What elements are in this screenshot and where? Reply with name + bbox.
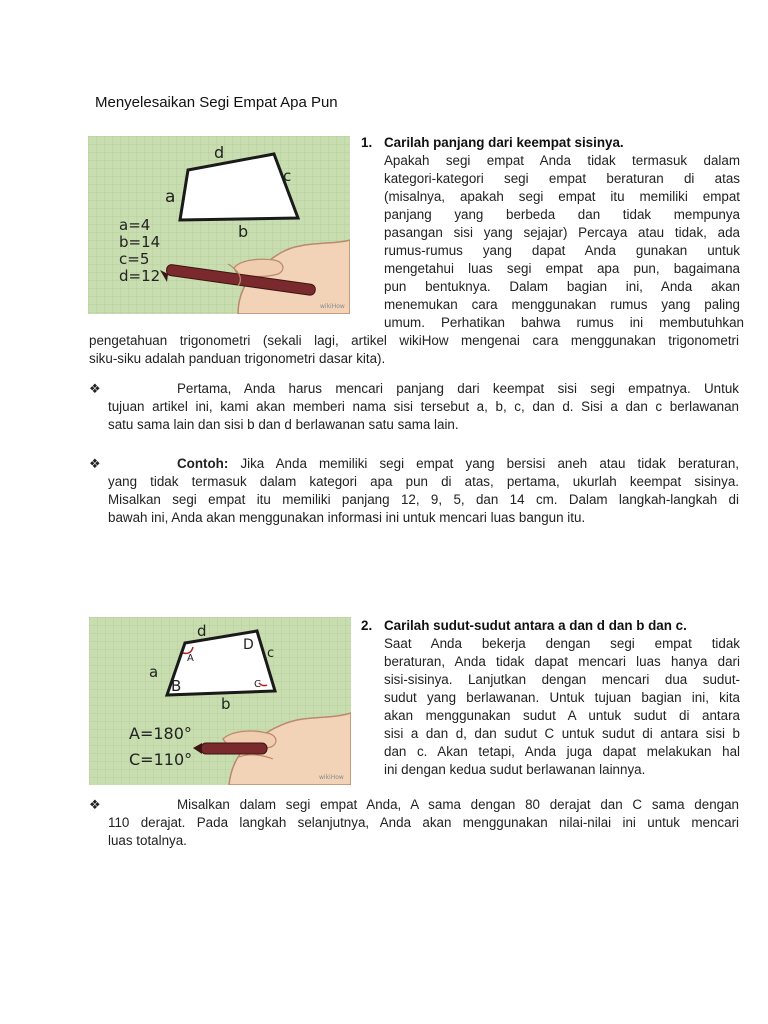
value-angle-a: A=180° [129, 724, 192, 743]
side-label-b: b [221, 695, 231, 713]
text-line: kategori-kategori segi empat beraturan di atas [384, 171, 740, 186]
bullet-paragraph-3 [89, 796, 739, 850]
side-label-a: a [165, 187, 176, 207]
text-line: dan c. Akan tetapi, Anda juga dapat melakukan hal [384, 744, 740, 759]
text-line: pasangan sisi yang sejajar) Percaya atau tidak, ada [384, 225, 740, 240]
text-line: luas totalnya. [108, 833, 187, 848]
value-d: d=12 [119, 267, 161, 285]
text-line: siku-siku adalah panduan trigonometri dasar kita). [89, 351, 386, 366]
text-line: tujuan artikel ini, kami akan memberi nama sisi tersebut a, b, c, dan d. Sisi a dan c berlawanan [108, 399, 739, 414]
text-line: sudut yang berlawanan. Untuk tujuan bagian ini, kita [384, 690, 740, 705]
text-line: panjang yang berbeda dan tidak mempunya [384, 207, 740, 222]
step-2-body [384, 635, 740, 779]
value-angle-c: C=110° [129, 750, 193, 769]
figure-step-1 [88, 136, 350, 314]
text-line: rumus-rumus yang dapat Anda gunakan untuk [384, 243, 740, 258]
text-line: sisi a dan d, dan sudut C untuk sudut di antara sisi b [384, 726, 740, 741]
text-line: ini dengan kedua sudut berlawanan lainnya. [384, 762, 646, 777]
text-line: bawah ini, Anda akan menggunakan informasi ini untuk mencari luas bangun itu. [108, 510, 586, 525]
step-1-heading-text: Carilah panjang dari keempat sisinya. [384, 135, 624, 150]
text-line: Misalkan segi empat itu memiliki panjang 12, 9, 5, dan 14 cm. Dalam langkah-langkah di [108, 492, 739, 507]
page-title: Menyelesaikan Segi Empat Apa Pun [95, 94, 338, 111]
value-a: a=4 [119, 216, 151, 234]
text-line: beraturan, Anda tidak dapat mencari luas hanya dari [384, 654, 740, 669]
bullet-paragraph-1 [89, 380, 739, 434]
step-2-number: 2. [361, 618, 373, 633]
text-line: umum. Perhatikan bahwa rumus ini membutuhkan [384, 315, 744, 330]
step-1-body-continued [89, 332, 739, 368]
diamond-bullet-icon: ❖ [89, 381, 101, 396]
side-label-d: d [197, 622, 207, 640]
side-label-b: b [238, 222, 249, 241]
angle-label-d: D [243, 637, 254, 653]
watermark: wikiHow [320, 303, 345, 310]
text-line: 110 derajat. Pada langkah selanjutnya, Anda akan menggunakan nilai-nilai ini untuk mencari [108, 815, 739, 830]
bullet-paragraph-2 [89, 455, 739, 527]
diamond-bullet-icon: ❖ [89, 797, 101, 812]
step-1-number: 1. [361, 135, 373, 150]
step-1-body [384, 152, 744, 332]
text-line: Jika Anda memiliki segi empat yang bersisi aneh atau tidak beraturan, [240, 456, 739, 471]
step-1-heading [361, 134, 624, 152]
text-line: pengetahuan trigonometri (sekali lagi, artikel wikiHow mengenai cara menggunakan trigonometri [89, 333, 739, 348]
figure-step-2 [89, 617, 351, 785]
text-line: menemukan cara menggunakan rumus yang paling [384, 297, 740, 312]
text-line: Apakah segi empat Anda tidak termasuk dalam [384, 153, 740, 168]
text-line: Saat Anda bekerja dengan segi empat tidak [384, 636, 740, 651]
text-line: satu sama lain dan sisi b dan d berlawanan satu sama lain. [108, 417, 459, 432]
text-line: mengetahui luas segi empat apa pun, bagaimana [384, 261, 740, 276]
side-label-a: a [149, 663, 159, 681]
watermark: wikiHow [319, 774, 344, 781]
angle-label-c: C [254, 679, 261, 690]
text-line: sisi-sisinya. Lanjutkan dengan mencari dua sudut- [384, 672, 740, 687]
side-label-c: c [283, 167, 292, 185]
example-lead: Contoh: [177, 456, 229, 471]
angle-label-b: B [171, 677, 182, 695]
step-2-heading [361, 617, 687, 635]
text-line: yang tidak termasuk dalam kategori apa pun di atas, pertama, ukurlah keempat sisinya. [108, 474, 739, 489]
text-line: Misalkan dalam segi empat Anda, A sama dengan 80 derajat dan C sama dengan [177, 797, 739, 812]
text-line: pun bentuknya. Dalam bagian ini, Anda akan [384, 279, 740, 294]
value-c: c=5 [119, 250, 150, 268]
angle-label-a: A [187, 653, 194, 664]
side-label-d: d [214, 143, 225, 162]
diamond-bullet-icon: ❖ [89, 456, 101, 471]
step-2-heading-text: Carilah sudut-sudut antara a dan d dan b dan c. [384, 618, 687, 633]
text-line: akan menggunakan sudut A untuk sudut di antara [384, 708, 740, 723]
text-line: Pertama, Anda harus mencari panjang dari keempat sisi segi empatnya. Untuk [177, 381, 739, 396]
side-label-c: c [267, 646, 275, 661]
value-b: b=14 [119, 233, 161, 251]
text-line: (misalnya, apakah segi empat itu memiliki empat [384, 189, 740, 204]
